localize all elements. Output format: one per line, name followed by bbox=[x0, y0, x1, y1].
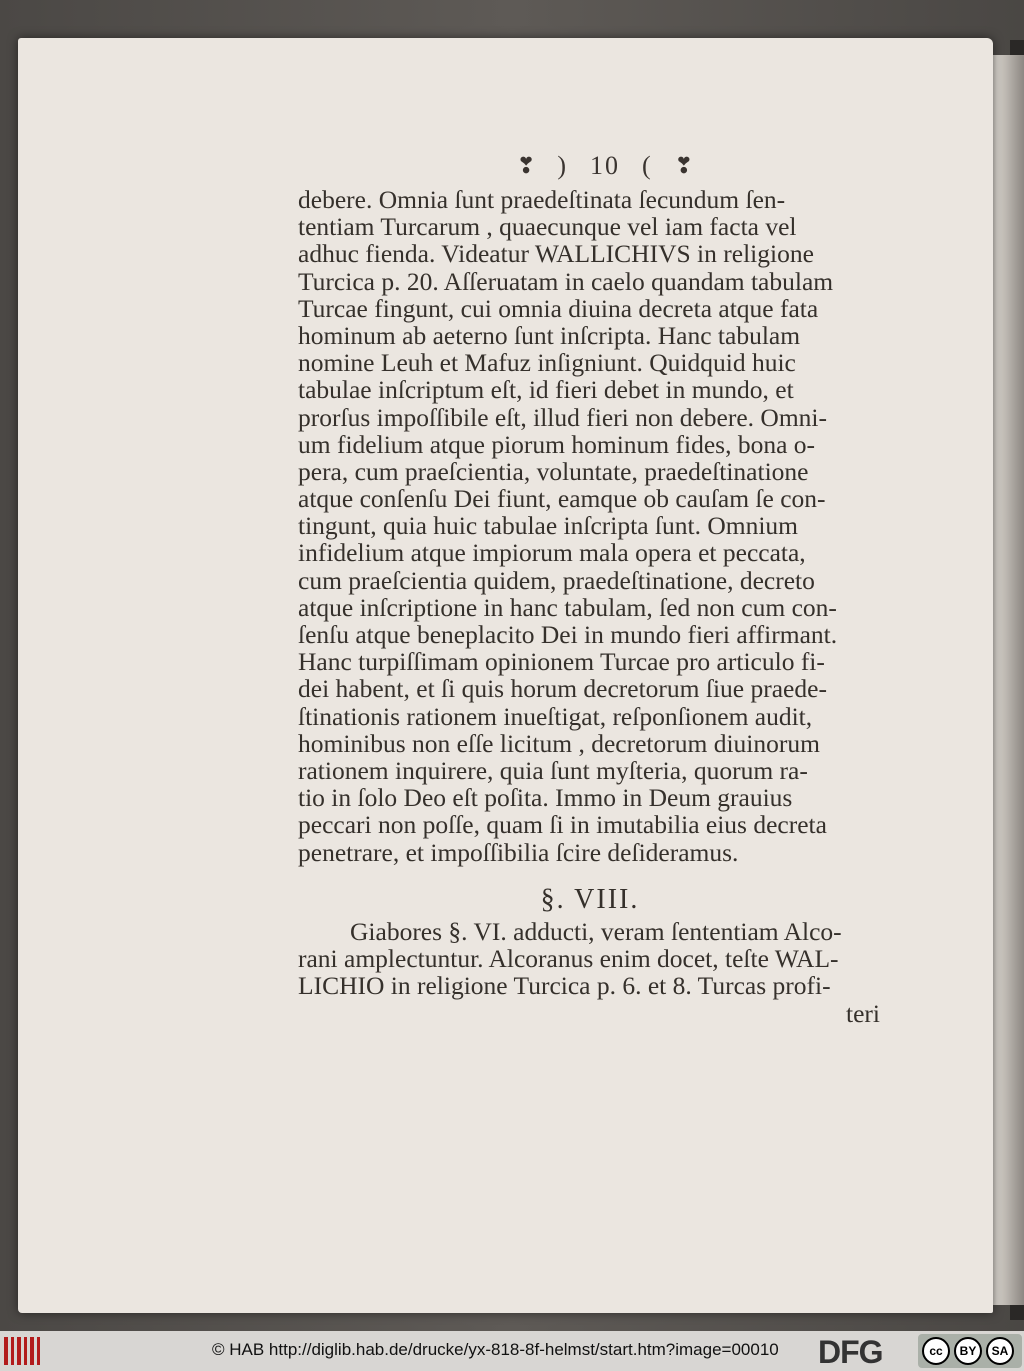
text-line: infidelium atque impiorum mala opera et peccata, bbox=[298, 538, 806, 568]
text-line: tabulae inſcriptum eſt, id fieri debet in mundo, et bbox=[298, 375, 794, 405]
text-line: peccari non poſſe, quam ſi in imutabilia eius decreta bbox=[298, 810, 827, 840]
text-line: ſtinationis rationem inueſtigat, reſponſionem audit, bbox=[298, 701, 813, 731]
text-line: debere. Omnia ſunt praedeſtinata ſecundum ſen- bbox=[298, 185, 786, 214]
text-line: um fidelium atque piorum hominum fides, bona o- bbox=[298, 429, 815, 459]
text-line: hominibus non eſſe licitum , decretorum diuinorum bbox=[298, 728, 820, 758]
text-line: teri bbox=[846, 998, 880, 1028]
right-ornament-icon: ❣ bbox=[674, 153, 694, 178]
text-line: pera, cum praeſcientia, voluntate, praedeſtinatione bbox=[298, 456, 809, 486]
text-line: hominum ab aeterno ſunt inſcripta. Hanc tabulam bbox=[298, 320, 801, 350]
cc-icon: cc bbox=[922, 1337, 950, 1365]
section-text bbox=[298, 918, 880, 1027]
text-line: cum praeſcientia quidem, praedeſtinatione, decreto bbox=[298, 565, 815, 595]
text-line: tentiam Turcarum , quaecunque vel iam facta vel bbox=[298, 212, 797, 242]
section-heading: §. VIII. bbox=[540, 884, 640, 915]
left-ornament-icon: ❣ bbox=[516, 153, 536, 178]
text-line: dei habent, et ſi quis horum decretorum ſiue praede- bbox=[298, 674, 827, 704]
text-line: Giabores §. VI. adducti, veram ſententiam Alco- bbox=[350, 917, 842, 946]
running-header bbox=[460, 146, 750, 186]
footer-citation-link[interactable]: © HAB http://diglib.hab.de/drucke/yx-818-8f-helmst/start.htm?image=00010 bbox=[212, 1340, 779, 1359]
text-line: rani amplectuntur. Alcoranus enim docet, teſte WAL- bbox=[298, 944, 839, 974]
text-line: prorſus impoſſibile eſt, illud fieri non debere. Omni- bbox=[298, 402, 828, 432]
text-line: LICHIO in religione Turcica p. 6. et 8. Turcas profi- bbox=[298, 971, 831, 1001]
text-line: Hanc turpiſſimam opinionem Turcae pro articulo fi- bbox=[298, 647, 825, 677]
cc-license-badge[interactable] bbox=[918, 1334, 1022, 1368]
header-open-paren: ) bbox=[557, 151, 568, 180]
text-line: ſenſu atque beneplacito Dei in mundo fieri affirmant. bbox=[298, 620, 838, 649]
text-line: Turcae fingunt, cui omnia diuina decreta atque fata bbox=[298, 293, 819, 323]
text-line: Turcica p. 20. Aſſeruatam in caelo quandam tabulam bbox=[298, 266, 834, 296]
dfg-logo: DFG bbox=[818, 1334, 883, 1370]
text-line: nomine Leuh et Mafuz inſigniunt. Quidquid huic bbox=[298, 348, 796, 378]
text-line: rationem inquirere, quia ſunt myſteria, quorum ra- bbox=[298, 755, 808, 785]
footer-bar bbox=[0, 1331, 1024, 1371]
body-text bbox=[298, 186, 892, 866]
text-line: tio in ſolo Deo eſt poſita. Immo in Deum grauius bbox=[298, 783, 793, 813]
text-line: tingunt, quia huic tabulae inſcripta ſunt. Omnium bbox=[298, 511, 798, 541]
text-line: adhuc fienda. Videatur WALLICHIVS in religione bbox=[298, 239, 814, 269]
by-icon: BY bbox=[954, 1337, 982, 1365]
text-line: penetrare, et impoſſibilia ſcire deſideramus. bbox=[298, 837, 739, 867]
sa-icon: SA bbox=[986, 1337, 1014, 1365]
page-number: 10 bbox=[590, 151, 620, 180]
text-line: atque conſenſu Dei fiunt, eamque ob cauſam ſe con- bbox=[298, 484, 826, 514]
hab-logo bbox=[4, 1337, 40, 1365]
text-line: atque inſcriptione in hanc tabulam, ſed non cum con- bbox=[298, 592, 837, 622]
header-close-paren: ( bbox=[642, 151, 653, 180]
